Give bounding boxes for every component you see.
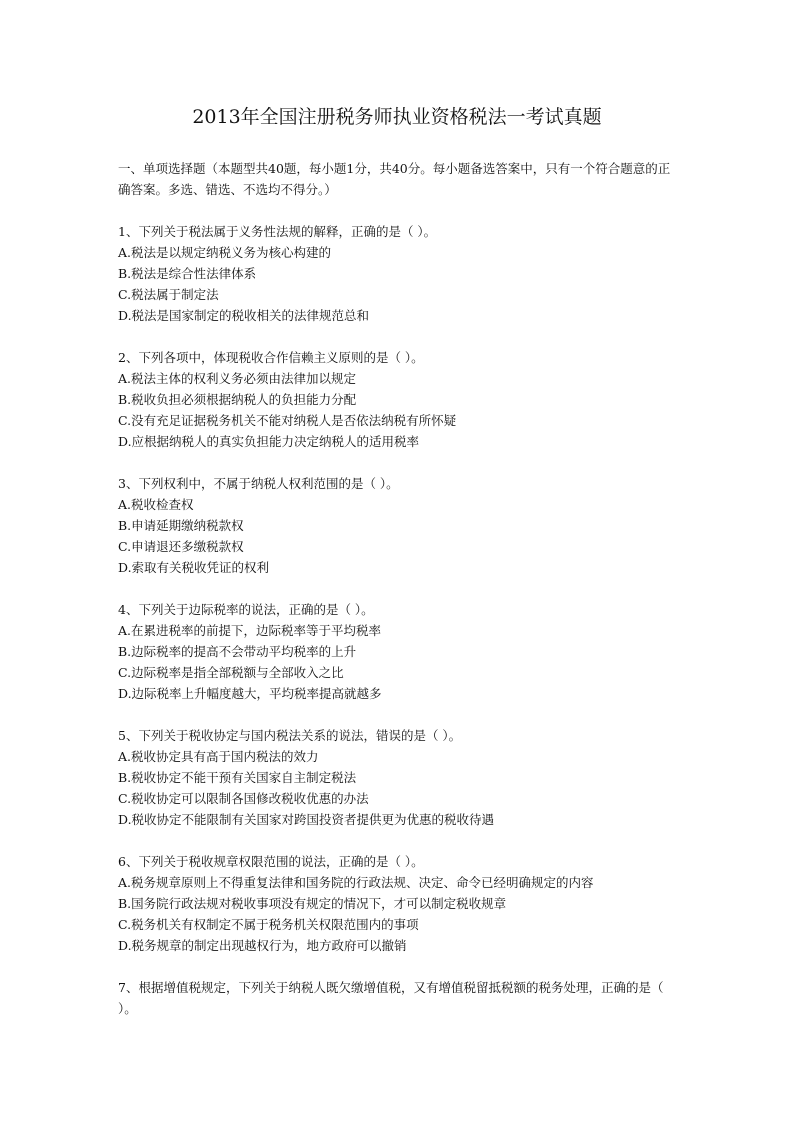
- option-d: D.税务规章的制定出现越权行为，地方政府可以撤销: [118, 938, 407, 953]
- question-stem: 2、下列各项中，体现税收合作信赖主义原则的是（ ）。: [118, 350, 424, 365]
- option-c: C.没有充足证据税务机关不能对纳税人是否依法纳税有所怀疑: [118, 413, 457, 428]
- question-stem: 7、根据增值税规定，下列关于纳税人既欠缴增值税，又有增值税留抵税额的税务处理，正确的是（ ）。: [118, 980, 664, 1016]
- option-c: C.税收协定可以限制各国修改税收优惠的办法: [118, 791, 369, 806]
- option-a: A.税法主体的权利义务必须由法律加以规定: [118, 371, 357, 386]
- option-c: C.申请退还多缴税款权: [118, 539, 244, 554]
- option-a: A.税务规章原则上不得重复法律和国务院的行政法规、决定、命令已经明确规定的内容: [118, 875, 594, 890]
- question-stem: 1、下列关于税法属于义务性法规的解释，正确的是（ ）。: [118, 224, 437, 239]
- document-body: [118, 158, 678, 1040]
- option-d: D.索取有关税收凭证的权利: [118, 560, 270, 575]
- question-3: [118, 473, 678, 578]
- option-a: A.税收检查权: [118, 497, 194, 512]
- option-b: B.边际税率的提高不会带动平均税率的上升: [118, 644, 357, 659]
- section-intro: 一、单项选择题（本题型共40题，每小题1分，共40分。每小题备选答案中，只有一个符合题意的正确答案。多选、错选、不选均不得分。）: [118, 161, 671, 197]
- option-d: D.边际税率上升幅度越大，平均税率提高就越多: [118, 686, 382, 701]
- option-d: D.税收协定不能限制有关国家对跨国投资者提供更为优惠的税收待遇: [118, 812, 495, 827]
- option-a: A.在累进税率的前提下，边际税率等于平均税率: [118, 623, 382, 638]
- option-b: B.税收负担必须根据纳税人的负担能力分配: [118, 392, 357, 407]
- option-b: B.国务院行政法规对税收事项没有规定的情况下，才可以制定税收规章: [118, 896, 507, 911]
- option-d: D.应根据纳税人的真实负担能力决定纳税人的适用税率: [118, 434, 420, 449]
- question-6: [118, 851, 678, 956]
- question-2: [118, 347, 678, 452]
- option-a: A.税收协定具有高于国内税法的效力: [118, 749, 319, 764]
- option-c: C.税务机关有权制定不属于税务机关权限范围内的事项: [118, 917, 419, 932]
- document-title: 2013年全国注册税务师执业资格税法一考试真题: [192, 106, 602, 128]
- question-7: [118, 977, 678, 1019]
- question-stem: 3、下列权利中，不属于纳税人权利范围的是（ ）。: [118, 476, 399, 491]
- question-stem: 6、下列关于税收规章权限范围的说法，正确的是（ ）。: [118, 854, 424, 869]
- option-b: B.税收协定不能干预有关国家自主制定税法: [118, 770, 357, 785]
- option-c: C.税法属于制定法: [118, 287, 219, 302]
- option-c: C.边际税率是指全部税额与全部收入之比: [118, 665, 344, 680]
- question-stem: 4、下列关于边际税率的说法，正确的是（ ）。: [118, 602, 374, 617]
- question-4: [118, 599, 678, 704]
- option-b: B.申请延期缴纳税款权: [118, 518, 244, 533]
- option-d: D.税法是国家制定的税收相关的法律规范总和: [118, 308, 370, 323]
- option-a: A.税法是以规定纳税义务为核心构建的: [118, 245, 332, 260]
- question-5: [118, 725, 678, 830]
- option-b: B.税法是综合性法律体系: [118, 266, 257, 281]
- question-stem: 5、下列关于税收协定与国内税法关系的说法，错误的是（ ）。: [118, 728, 462, 743]
- question-1: [118, 221, 678, 326]
